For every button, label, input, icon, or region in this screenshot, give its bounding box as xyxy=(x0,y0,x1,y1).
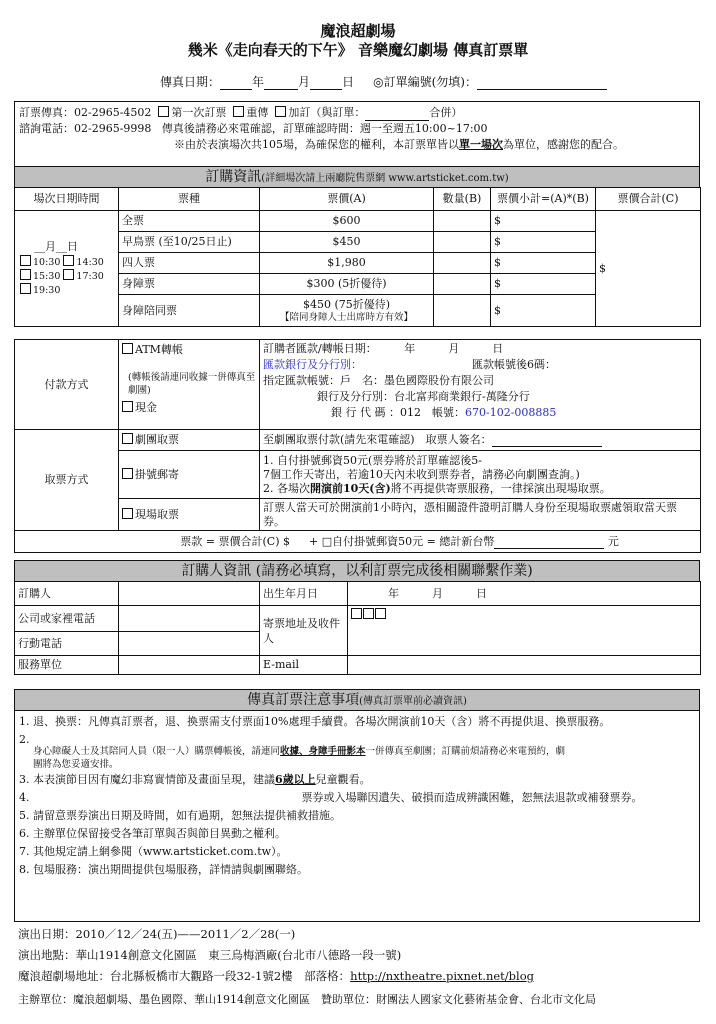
theater-pickup-checkbox[interactable] xyxy=(122,433,133,444)
note-item: 2. xyxy=(19,733,30,746)
time-label: 17:30 xyxy=(76,271,104,282)
refax-label: 重傳 xyxy=(246,106,269,119)
footer-organizers: 主辦單位：魔浪超劇場、墨色國際、華山1914創意文化園區 贊助單位：財團法人國家文化藝術基金會、台北市文化局 xyxy=(18,993,596,1006)
pickup-opt1[interactable] xyxy=(119,430,260,451)
ticket-table xyxy=(14,187,701,327)
theater-pickup-desc: 至劇團取票付款(請先來電確認) 取票人簽名： xyxy=(263,433,492,446)
grand-total-ntd-field[interactable] xyxy=(494,536,604,549)
header-price: 票價(A) xyxy=(260,188,434,211)
postcode-box[interactable] xyxy=(375,608,386,619)
onsite-checkbox[interactable] xyxy=(122,508,133,519)
work-field[interactable] xyxy=(119,656,260,675)
qty-field[interactable] xyxy=(434,211,491,232)
day-label: 日 xyxy=(342,75,355,89)
ticket-type: 全票 xyxy=(119,211,260,232)
note-item: 6. 主辦單位保留接受各筆訂單與否與節目異動之權利。 xyxy=(19,827,286,840)
last6-label: 匯款帳號後6碼： xyxy=(472,358,556,371)
ticket-type: 早鳥票 (至10/25日止) xyxy=(119,232,260,253)
qty-field[interactable] xyxy=(434,253,491,274)
theater-pickup-label: 劇團取票 xyxy=(135,433,179,446)
session-date: __月__日 xyxy=(34,240,78,253)
merge-order-field[interactable] xyxy=(365,108,429,121)
blog-link[interactable]: http://nxtheatre.pixnet.net/blog xyxy=(350,969,534,983)
account-number: 670-102-008885 xyxy=(464,406,557,419)
address-label: 寄票地址及收件人 xyxy=(260,606,348,656)
time-checkbox[interactable] xyxy=(20,255,31,266)
buyer-name-field[interactable] xyxy=(119,582,260,606)
tel-field[interactable] xyxy=(119,606,260,632)
bank-code: 銀 行 代 碼 ：012 帳號： xyxy=(331,406,465,419)
mail-label: 掛號郵寄 xyxy=(135,467,179,481)
time-label: 14:30 xyxy=(76,257,104,268)
fax-date-label: 傳真日期： xyxy=(160,75,221,89)
companion-note: 【陪同身障人士出席時方有效】 xyxy=(279,311,413,323)
fax-month-field[interactable] xyxy=(264,77,298,90)
footer-date: 演出日期：2010／12／24(五)——2011／2／28(一) xyxy=(18,927,296,941)
header-session: 場次日期時間 xyxy=(15,188,119,211)
subtotal-field[interactable]: $ xyxy=(491,211,596,232)
buyer-section-title: 訂購人資訊 (請務必填寫，以利訂票完成後相關聯繫作業) xyxy=(181,563,533,579)
postcode-box[interactable] xyxy=(351,608,362,619)
ticket-price: $300 (5折優待) xyxy=(260,274,434,295)
time-label: 19:30 xyxy=(33,285,61,296)
onsite-label: 現場取票 xyxy=(135,507,179,521)
total-line xyxy=(15,531,701,553)
note-item: 5. 請留意票券演出日期及時間，如有過期，恕無法提供補救措施。 xyxy=(19,809,341,822)
notes-section-title: 傳真訂票注意事項 xyxy=(247,692,360,708)
buyer-section-header xyxy=(14,560,700,582)
form-subtitle: 幾米《走向春天的下午》 音樂魔幻劇場 傳真訂票單 xyxy=(187,41,529,59)
time-label: 15:30 xyxy=(33,271,61,282)
theater-address: 魔浪超劇場地址：台北縣板橋市大觀路一段32-1號2樓 部落格： xyxy=(18,969,351,983)
note-item: 4. xyxy=(19,791,30,804)
buyer-table xyxy=(14,581,701,675)
mail-desc xyxy=(260,451,701,499)
subtotal-field[interactable]: $ xyxy=(491,295,596,327)
time-checkbox[interactable] xyxy=(63,255,74,266)
fax-year-field[interactable] xyxy=(220,77,252,90)
ticket-section-sub: (詳細場次請上兩廳院售票網 www.artsticket.com.tw) xyxy=(261,173,509,184)
note-item: 身心障礙人士及其陪同人員（限一人）購票轉帳後，請連同 xyxy=(33,746,281,757)
payment-details xyxy=(260,340,701,430)
header-qty: 數量(B) xyxy=(434,188,491,211)
fax-day-field[interactable] xyxy=(310,77,342,90)
atm-checkbox[interactable] xyxy=(122,343,133,354)
time-checkbox[interactable] xyxy=(63,269,74,280)
session-cell[interactable] xyxy=(15,211,119,327)
time-label: 10:30 xyxy=(33,257,61,268)
birth-label: 出生年月日 xyxy=(260,582,348,606)
add-order-checkbox[interactable] xyxy=(275,106,286,117)
payment-options xyxy=(119,340,260,430)
note-emphasis: 6歲以上 xyxy=(275,773,316,786)
qty-field[interactable] xyxy=(434,295,491,327)
first-order-label: 第一次訂票 xyxy=(171,106,227,119)
ticket-price-cell xyxy=(260,295,434,327)
onsite-desc: 訂票人當天可於開演前1小時內，憑相關證件證明訂購人身份至現場取票處領取當天票券。 xyxy=(260,499,701,531)
atm-label: ATM轉帳 xyxy=(135,343,183,356)
single-session-note: ※由於表演場次共105場，為確保您的權利，本訂票單皆以 xyxy=(174,138,459,151)
pickup-label: 取票方式 xyxy=(15,430,119,531)
payment-label: 付款方式 xyxy=(15,340,119,430)
month-label: 月 xyxy=(298,75,311,89)
account-name: 指定匯款帳號：戶 名：墨色國際股份有限公司 xyxy=(263,374,494,387)
email-label: E-mail xyxy=(260,656,348,675)
mail-desc-line: 1. 自付掛號郵資50元(票券將於訂單確認後5- xyxy=(263,453,482,467)
grand-total-label: + □自付掛號郵資50元 = 總計新台幣 xyxy=(309,534,495,548)
payment-total-label: 票款 = 票價合計(C) $ xyxy=(180,534,290,548)
footer-address xyxy=(18,968,534,984)
birth-field[interactable]: 年 月 日 xyxy=(348,582,701,606)
note-item: 3. 本表演節目因有魔幻非寫實情節及畫面呈現，建議 xyxy=(19,773,275,786)
ticket-price: $450 xyxy=(260,232,434,253)
mail-deadline: 開演前10天(含) xyxy=(310,481,391,495)
bank-name: 銀行及分行別：台北富邦商業銀行-萬隆分行 xyxy=(317,390,530,403)
time-checkbox[interactable] xyxy=(20,269,31,280)
time-checkbox[interactable] xyxy=(20,283,31,294)
fax-number: 訂票傳真：02-2965-4502 xyxy=(19,106,152,119)
buyer-name-label: 訂購人 xyxy=(15,582,119,606)
work-label: 服務單位 xyxy=(15,656,119,675)
order-no-field[interactable] xyxy=(477,77,607,90)
subtotal-field[interactable]: $ xyxy=(491,232,596,253)
single-session-note-end: 為單位，感謝您的配合。 xyxy=(503,138,624,151)
transfer-date-line: 訂購者匯款/轉帳日期： 年 月 日 xyxy=(263,342,504,355)
ticket-type: 身障票 xyxy=(119,274,260,295)
grand-total-field[interactable]: $ xyxy=(596,211,701,327)
notes-box xyxy=(14,710,700,922)
note-item: 一併傳真至劇團；訂購前煩請務必來電預約，劇 xyxy=(365,746,566,757)
mail-desc-line: 2. 各場次 xyxy=(263,481,310,495)
ticket-price: $600 xyxy=(260,211,434,232)
mail-desc-line: 7個工作天寄出，若逾10天內未收到票券者，請務必向劇團查詢。) xyxy=(263,467,580,481)
qty-field[interactable] xyxy=(434,274,491,295)
address-field[interactable] xyxy=(348,606,701,656)
header-type: 票種 xyxy=(119,188,260,211)
refax-checkbox[interactable] xyxy=(233,106,244,117)
ntd-unit: 元 xyxy=(607,534,619,548)
add-order-label: 加訂（與訂單： xyxy=(288,106,366,119)
ticket-section-header xyxy=(14,166,700,188)
mail-checkbox[interactable] xyxy=(122,468,133,479)
footer-venue: 演出地點：華山1914創意文化園區 東三烏梅酒廠(台北市八德路一段一號) xyxy=(18,948,402,962)
pickup-opt2[interactable] xyxy=(119,451,260,499)
tel-label: 公司或家裡電話 xyxy=(15,606,119,632)
note-item: 團將為您妥適安排。 xyxy=(33,759,119,770)
postcode-box[interactable] xyxy=(363,608,374,619)
header-subtotal: 票價小計=(A)*(B) xyxy=(491,188,596,211)
qty-field[interactable] xyxy=(434,232,491,253)
phone-number: 諮詢電話：02-2965-9998 xyxy=(19,122,152,135)
notes-section-header xyxy=(14,689,700,711)
merge-label: 合併） xyxy=(429,106,463,119)
bank-branch-label: 匯款銀行及分行別： xyxy=(263,358,362,371)
ticket-section-title: 訂購資訊 xyxy=(205,169,262,185)
contact-box xyxy=(14,101,700,167)
page-title: 魔浪超劇場 xyxy=(320,22,396,40)
notes-section-sub: (傳真訂票單前必讀資訊) xyxy=(359,696,467,707)
subtotal-field[interactable]: $ xyxy=(491,274,596,295)
cash-label: 現金 xyxy=(135,401,157,414)
order-no-label: ◎訂單編號(勿填)： xyxy=(373,75,477,89)
note-item: 兒童觀看。 xyxy=(315,773,371,786)
note-item: 票券或入場聯因遺失、破損而造成辨識困難，恕無法退款或補發票券。 xyxy=(301,791,643,804)
signature-field[interactable] xyxy=(492,434,602,447)
ticket-type: 四人票 xyxy=(119,253,260,274)
atm-note: (轉帳後請連同收據一併傳真至劇團) xyxy=(128,372,256,396)
year-label: 年 xyxy=(252,75,265,89)
note-item: 1. 退、換票：凡傳真訂票者，退、換票需支付票面10%處理手續費。各場次開演前10天（含）將不再提供退、換票服務。 xyxy=(19,715,611,728)
pickup-opt3[interactable] xyxy=(119,499,260,531)
note-item: 8. 包場服務：演出期間提供包場服務，詳情請與劇團聯絡。 xyxy=(19,863,308,876)
single-session-emphasis: 單一場次 xyxy=(459,138,503,151)
fax-date-line xyxy=(160,73,607,90)
mobile-label: 行動電話 xyxy=(15,632,119,656)
ticket-type: 身障陪同票 xyxy=(119,295,260,327)
ticket-price: $450 (75折優待) xyxy=(302,297,391,311)
confirm-note: 傳真後請務必來電確認，訂單確認時間：週一至週五10:00~17:00 xyxy=(161,122,488,135)
email-field[interactable] xyxy=(348,656,701,675)
cash-checkbox[interactable] xyxy=(122,401,133,412)
mobile-field[interactable] xyxy=(119,632,260,656)
first-order-checkbox[interactable] xyxy=(158,106,169,117)
note-emphasis: 收據、身障手冊影本 xyxy=(280,746,366,757)
ticket-price: $1,980 xyxy=(260,253,434,274)
note-item: 7. 其他規定請上網參閱（www.artsticket.com.tw）。 xyxy=(19,845,288,858)
header-total: 票價合計(C) xyxy=(596,188,701,211)
subtotal-field[interactable]: $ xyxy=(491,253,596,274)
mail-desc-line-end: 將不再提供寄票服務，一律採演出現場取票。 xyxy=(390,481,611,495)
payment-pickup-table xyxy=(14,339,701,553)
